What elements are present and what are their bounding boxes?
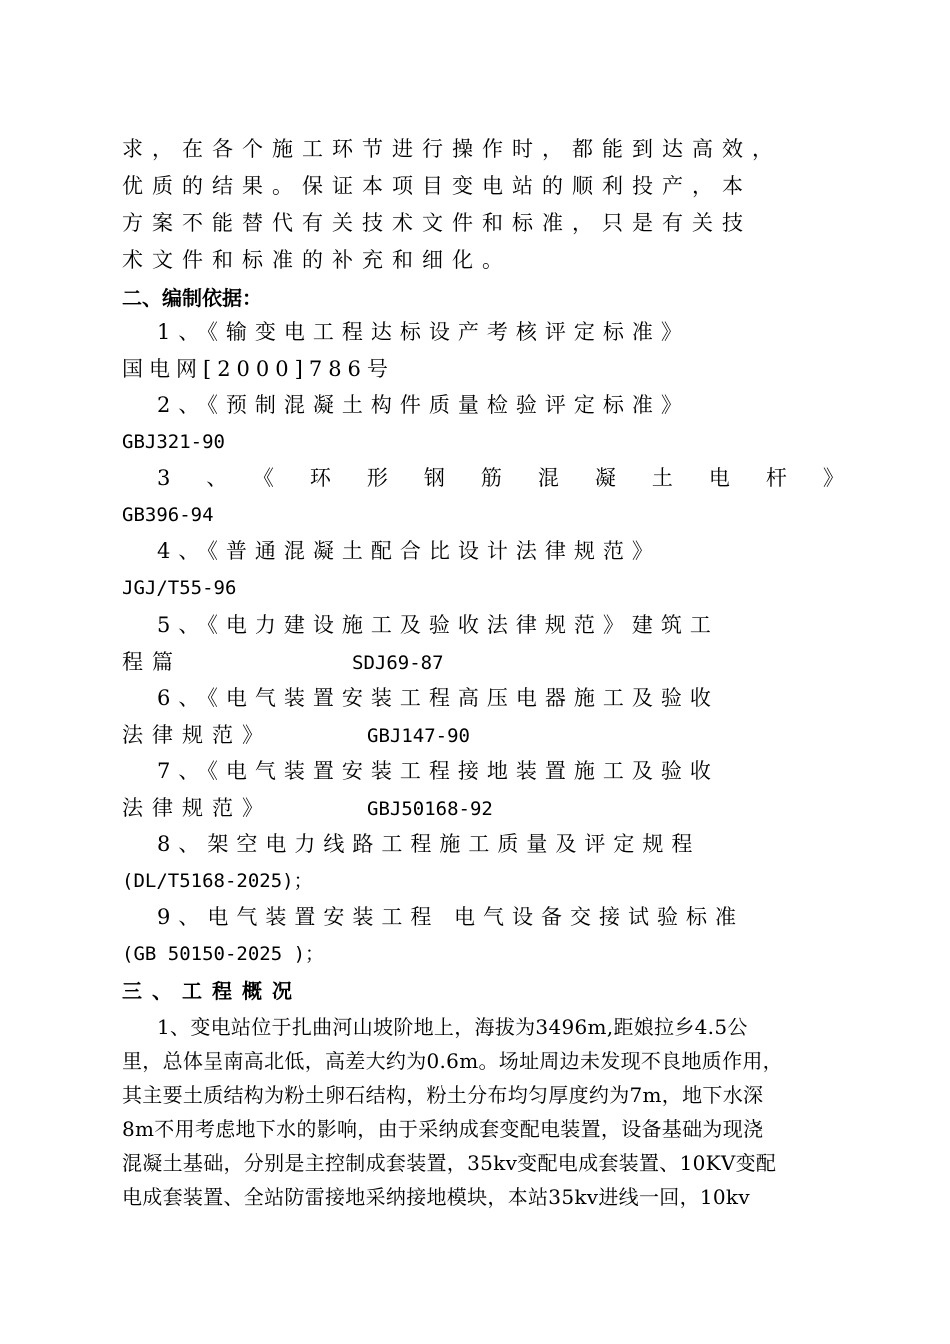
ref-item-9: 9、电气装置安装工程 电气设备交接试验标准	[157, 905, 745, 929]
ref-item-8: 8、架空电力线路工程施工质量及评定规程	[157, 832, 701, 856]
ref-item-6-code: GBJ147-90	[367, 725, 470, 747]
ref-item-7-line2	[122, 793, 822, 823]
ref-item-4: 4、《普通混凝土配合比设计法律规范》	[157, 539, 661, 563]
intro-line-2: 优质的结果。保证本项目变电站的顺利投产，本	[122, 174, 752, 198]
ref-item-7: 7、《电气装置安装工程接地装置施工及验收	[157, 759, 719, 783]
overview-line-3: 其主要土质结构为粉土卵石结构，粉土分布均匀厚度约为7m，地下水深	[122, 1083, 764, 1107]
ref-item-6-line2	[122, 720, 822, 750]
section-3-heading: 三、工程概况	[122, 979, 302, 1003]
ref-item-1: 1、《输变电工程达标设产考核评定标准》	[157, 320, 690, 344]
ref-item-6: 6、《电气装置安装工程高压电器施工及验收	[157, 686, 719, 710]
ref-item-4-code: JGJ/T55-96	[122, 577, 237, 599]
ref-item-1-code: 国电网[2000]786号	[122, 357, 394, 381]
ref-item-7-code: GBJ50168-92	[367, 798, 493, 820]
ref-item-3-code: GB396-94	[122, 504, 214, 526]
overview-line-5: 混凝土基础，分别是主控制成套装置，35kv变配电成套装置、10KV变配	[122, 1151, 777, 1175]
overview-line-2: 里，总体呈南高北低，高差大约为0.6m。场址周边未发现不良地质作用，	[122, 1049, 783, 1073]
overview-line-1: 1、变电站位于扎曲河山坡阶地上，海拔为3496m,距娘拉乡4.5公	[157, 1015, 748, 1039]
overview-line-4: 8m不用考虑地下水的影响，由于采纳成套变配电装置，设备基础为现浇	[122, 1117, 764, 1141]
ref-item-7-part: 法律规范》	[122, 796, 272, 820]
ref-item-2: 2、《预制混凝土构件质量检验评定标准》	[157, 393, 690, 417]
ref-item-5-part: 程篇	[122, 650, 182, 674]
overview-line-6: 电成套装置、全站防雷接地采纳接地模块，本站35kv进线一回，10kv	[122, 1185, 750, 1209]
intro-line-1: 求，在各个施工环节进行操作时，都能到达高效，	[122, 137, 782, 161]
ref-item-6-part: 法律规范》	[122, 723, 272, 747]
intro-line-4: 术文件和标准的补充和细化。	[122, 248, 512, 272]
section-2-heading: 二、编制依据：	[122, 286, 262, 310]
ref-item-2-code: GBJ321-90	[122, 431, 225, 453]
intro-line-3: 方案不能替代有关技术文件和标准，只是有关技	[122, 211, 752, 235]
ref-item-5-code: SDJ69-87	[352, 652, 444, 674]
ref-item-5-line2	[122, 647, 822, 677]
ref-item-3: 3、《环形钢筋混凝土电杆》	[157, 466, 880, 490]
ref-item-5: 5、《电力建设施工及验收法律规范》建筑工	[157, 613, 719, 637]
ref-item-9-code: (GB 50150-2025 )；	[122, 943, 325, 965]
ref-item-8-code: (DL/T5168-2025)；	[122, 870, 313, 892]
